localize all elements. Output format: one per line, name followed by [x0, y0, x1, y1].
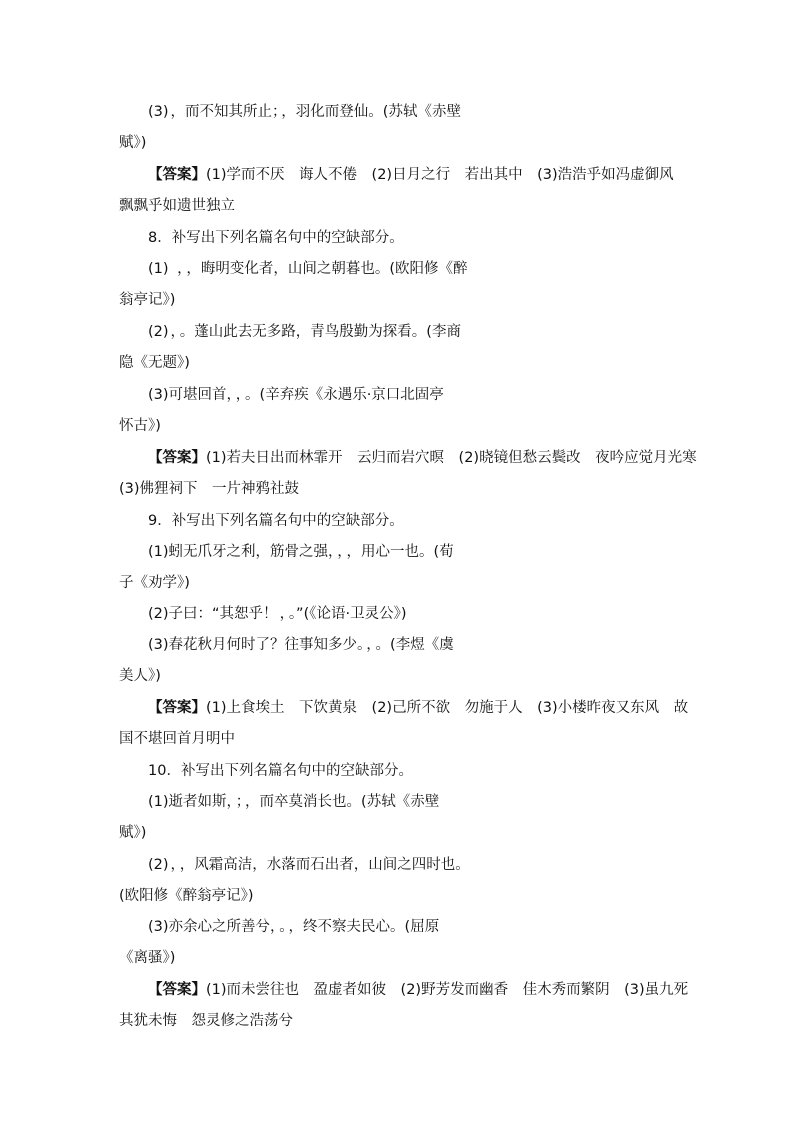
answer-label: 【答案】: [148, 167, 206, 183]
q10-item-1: (1)逝者如斯， ； ，而卒莫消长也。(苏轼《赤壁: [148, 794, 440, 810]
answer-text: (1)若夫日出而林霏开 云归而岩穴暝 (2)晓镜但愁云鬓改 夜吟应觉月光寒: [206, 450, 697, 466]
answer-line: [148, 165, 674, 185]
text-line: (欧阳修《醉翁亭记》): [119, 888, 254, 904]
text-line: 子《劝学》): [119, 575, 190, 591]
q8-item-3: (3)可堪回首， ， 。(辛弃疾《永遇乐·京口北固亭: [148, 387, 444, 403]
item-label: (3): [148, 104, 169, 120]
answer-text: (1)而未尝往也 盈虚者如彼 (2)野芳发而幽香 佳木秀而繁阴 (3)虽九死: [206, 982, 689, 998]
q9-item-2: (2)子曰：“其恕乎！ ， 。”(《论语·卫灵公》): [148, 606, 407, 622]
answer-text: (1)学而不厌 诲人不倦 (2)日月之行 若出其中 (3)浩浩乎如冯虚御风: [206, 167, 674, 183]
answer-label: 【答案】: [148, 982, 206, 998]
answer-line: [148, 698, 688, 718]
text-line: 国不堪回首月明中: [119, 731, 235, 747]
q10-item-3: (3)亦余心之所善兮， 。 ，终不察夫民心。(屈原: [148, 919, 440, 935]
text-line: 赋》): [119, 135, 147, 151]
q9-item-1: (1)蚓无爪牙之利，筋骨之强， ， ，用心一也。(荀: [148, 544, 454, 560]
answer-text: (1)上食埃土 下饮黄泉 (2)己所不欲 勿施于人 (3)小楼昨夜又东风 故: [206, 700, 689, 716]
text-line: 隐《无题》): [119, 355, 190, 371]
q8-item-1: (1) ， ，晦明变化者，山间之朝暮也。(欧阳修《醉: [148, 261, 468, 277]
text-line: 飘飘乎如遗世独立: [119, 198, 235, 214]
question-title: 10．补写出下列名篇名句中的空缺部分。: [148, 763, 413, 779]
item-text: ，而不知其所止；: [170, 104, 280, 120]
q9-item-3: (3)春花秋月何时了？往事知多少。 ， 。(李煜《虞: [148, 637, 454, 653]
answer-line: [148, 980, 688, 1000]
q10-item-2: (2) ， ，风霜高洁，水落而石出者，山间之四时也。: [148, 857, 470, 873]
question-title: 8．补写出下列名篇名句中的空缺部分。: [148, 230, 404, 246]
q7-item-3: [148, 102, 461, 122]
answer-label: 【答案】: [148, 450, 206, 466]
text-line: 其犹未悔 怨灵修之浩荡兮: [119, 1013, 293, 1029]
text-line: 《离骚》): [119, 950, 176, 966]
text-line: (3)佛狸祠下 一片神鸦社鼓: [119, 481, 300, 497]
text-line: 美人》): [119, 668, 161, 684]
text-line: 赋》): [119, 825, 147, 841]
item-text: ，羽化而登仙。(苏轼《赤壁: [281, 104, 461, 120]
q8-item-2: (2) ， 。蓬山此去无多路，青鸟殷勤为探看。(李商: [148, 324, 461, 340]
answer-label: 【答案】: [148, 700, 206, 716]
answer-line: [148, 448, 697, 468]
question-title: 9．补写出下列名篇名句中的空缺部分。: [148, 513, 404, 529]
text-line: 翁亭记》): [119, 292, 176, 308]
text-line: 怀古》): [119, 418, 161, 434]
